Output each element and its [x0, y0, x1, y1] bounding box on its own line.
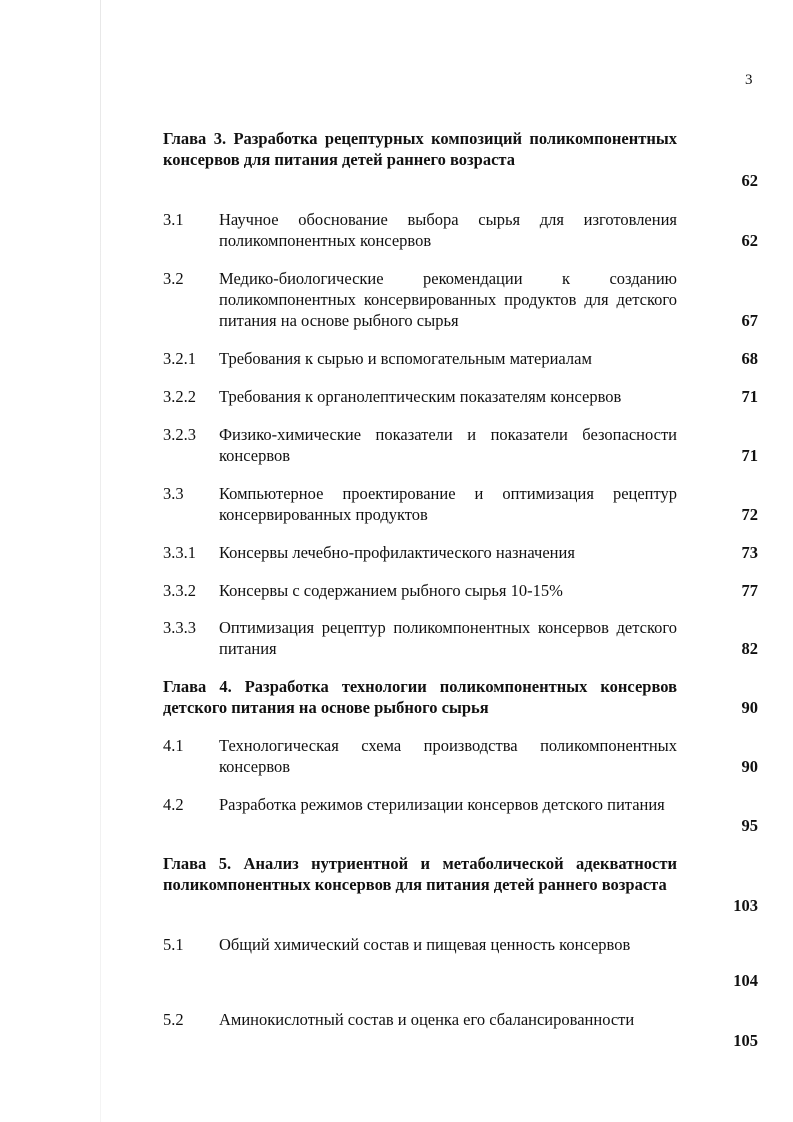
- page-number: 3: [745, 72, 753, 88]
- toc-entry-page: 104: [733, 971, 758, 990]
- toc-entry-title: Разработка режимов стерилизации консервов детского питания: [219, 795, 665, 814]
- toc-entry-page: 62: [741, 171, 758, 190]
- toc-entry-code: 5.2: [163, 1010, 184, 1029]
- toc-entry-page: 82: [741, 639, 758, 658]
- toc-entry-code: 4.1: [163, 736, 184, 755]
- toc-entry-page: 68: [741, 349, 758, 368]
- toc-entry-code: 3.2.3: [163, 425, 196, 444]
- toc-entry-page: 67: [741, 311, 758, 330]
- toc-entry-code: 3.3: [163, 484, 184, 503]
- toc-entry-code: 4.2: [163, 795, 184, 814]
- toc-entry-title: Требования к сырью и вспомогательным материалам: [219, 349, 592, 368]
- toc-entry-title: Физико-химические показатели и показатели безопасности консервов: [219, 425, 677, 465]
- toc-entry-page: 71: [741, 387, 758, 406]
- toc-entry-title: Технологическая схема производства поликомпонентных консервов: [219, 736, 677, 776]
- toc-entry-code: 3.2: [163, 269, 184, 288]
- toc-entry-title: Требования к органолептическим показателям консервов: [219, 387, 622, 406]
- toc-entry-title: Глава 5. Анализ нутриентной и метаболической адекватности поликомпонентных консервов для питания детей раннего возраста: [163, 854, 677, 894]
- toc-entry-page: 103: [733, 896, 758, 915]
- toc-entry-code: 3.2.2: [163, 387, 196, 406]
- toc-entry-page: 72: [741, 505, 758, 524]
- toc-entry-page: 95: [741, 816, 758, 835]
- toc-entry-page: 105: [733, 1031, 758, 1050]
- toc-entry-page: 90: [741, 698, 758, 717]
- toc-entry-code: 3.3.1: [163, 543, 196, 562]
- toc-entry-code: 3.1: [163, 210, 184, 229]
- toc-entry-code: 3.3.2: [163, 581, 196, 600]
- toc-entry-title: Оптимизация рецептур поликомпонентных консервов детского питания: [219, 618, 677, 658]
- toc-entry-title: Глава 4. Разработка технологии поликомпонентных консервов детского питания на основе рыбного сырья: [163, 677, 677, 717]
- toc-entry-title: Консервы лечебно-профилактического назначения: [219, 543, 575, 562]
- toc-entry-page: 62: [741, 231, 758, 250]
- toc-entry-title: Медико-биологические рекомендации к созданию поликомпонентных консервированных продуктов для детского питания на основе рыбного сырья: [219, 269, 677, 330]
- toc-entry-title: Компьютерное проектирование и оптимизация рецептур консервированных продуктов: [219, 484, 677, 524]
- toc-entry-code: 3.2.1: [163, 349, 196, 368]
- toc-entry-title: Консервы с содержанием рыбного сырья 10-15%: [219, 581, 563, 600]
- toc-entry-page: 71: [741, 446, 758, 465]
- toc-entry-title: Глава 3. Разработка рецептурных композиций поликомпонентных консервов для питания детей раннего возраста: [163, 129, 677, 169]
- toc-entry-title: Научное обоснование выбора сырья для изготовления поликомпонентных консервов: [219, 210, 677, 250]
- toc-entry-page: 77: [741, 581, 758, 600]
- toc-entry-page: 90: [741, 757, 758, 776]
- scan-edge: [100, 0, 101, 1122]
- toc-entry-title: Аминокислотный состав и оценка его сбалансированности: [219, 1010, 635, 1029]
- toc-entry-code: 5.1: [163, 935, 184, 954]
- toc-entry-code: 3.3.3: [163, 618, 196, 637]
- toc-entry-title: Общий химический состав и пищевая ценность консервов: [219, 935, 631, 954]
- toc-entry-page: 73: [741, 543, 758, 562]
